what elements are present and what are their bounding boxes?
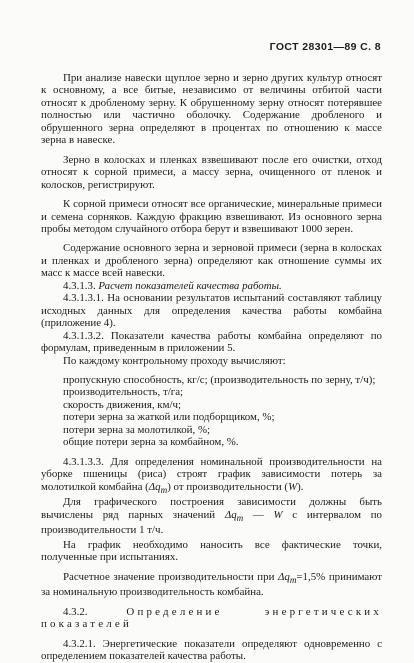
list-item: скорость движения, км/ч; xyxy=(63,398,182,411)
math-delta-q: Δq xyxy=(148,480,161,493)
section-4313-heading xyxy=(41,280,382,292)
list-item: потери зерна за жаткой или подборщиком, %; xyxy=(63,411,275,424)
document-body xyxy=(41,72,382,663)
list-item: потери зерна за молотилкой, %; xyxy=(63,423,211,436)
paragraph-graph-construction: Для графического построения зависимости должны быть вычислены ряд парных значений $\Delta q_m$ — W с интервалом по производительности 1 т/ч. xyxy=(41,496,382,537)
section-432-number: 4.3.2. xyxy=(63,605,88,618)
section-432-heading xyxy=(41,606,382,631)
math-w: W xyxy=(273,508,283,521)
paragraph-analysis: При анализе навески щуплое зерно и зерно других культур относят к основному, а все битые, независимо от величины отбитой части относят к дробленому зерну. К обрушенному зерну относят потерявшее полностью или частично оболочку. Содержание дробленого и обрушенного зерна определяют в процентах по отношению к массе зерна в навеске. xyxy=(41,72,382,147)
math-w: W xyxy=(288,480,298,493)
paragraph-43133: 4.3.1.3.3. Для определения номинальной производительности на уборке пшеницы (риса) строят график зависимости потерь за молотилкой комбайна $(\Delta q_m)$ от производительности (W). xyxy=(41,455,382,495)
section-4313-number: 4.3.1.3. xyxy=(63,279,96,292)
section-432-title: Определение энергетических показателей xyxy=(41,605,382,631)
list-item: производительность, т/га; xyxy=(63,386,184,399)
paragraph-4321: 4.3.2.1. Энергетические показатели определяют одновременно с определением показателей качества работы. xyxy=(41,637,382,663)
math-delta-q: Δq xyxy=(278,570,290,583)
paragraph-impurities: К сорной примеси относят все органические, минеральные примеси и семена сорняков. Каждую фракцию взвешивают. Из основного зерна пробы методом случайного отбора берут и взвешивают 1000 зерен. xyxy=(41,198,382,235)
paragraph-calculated-value: Расчетное значение производительности при $\Delta q_m=1,5\%$ принимают за номинальную производительность комбайна. xyxy=(41,570,382,599)
paragraph-43131: 4.3.1.3.1. На основании результатов испытаний составляют таблицу исходных данных для определения качества работы комбайна (приложение 4). xyxy=(41,292,382,330)
paragraph-list-intro: По каждому контрольному проходу вычисляют: xyxy=(63,354,286,367)
paragraph-content: Содержание основного зерна и зерновой примеси (зерна в колосках и пленках и дробленого зерна) определяют как отношение суммы их масс к массе всей навески. xyxy=(41,242,382,280)
list-item: пропускную способность, кг/с; (производительность по зерну, т/ч); xyxy=(63,373,376,386)
math-delta-q: Δq xyxy=(224,508,237,521)
paragraph-facts: На график необходимо наносить все фактические точки, полученные при испытаниях. xyxy=(41,538,382,564)
paragraph-43132: 4.3.1.3.2. Показатели качества работы комбайна определяют по формулам, приведенным в приложении 5. xyxy=(41,329,382,355)
paragraph-spikelets: Зерно в колосках и пленках взвешивают после его очистки, отход относят к сорной примеси, а массу зерна, очищенного от пленок и колосков, регистрируют. xyxy=(41,153,382,191)
list-item: общие потери зерна за комбайном, %. xyxy=(63,436,239,449)
section-4313-title: Расчет показателей качества работы. xyxy=(98,279,282,292)
page-header: ГОСТ 28301—89 С. 8 xyxy=(269,41,381,53)
